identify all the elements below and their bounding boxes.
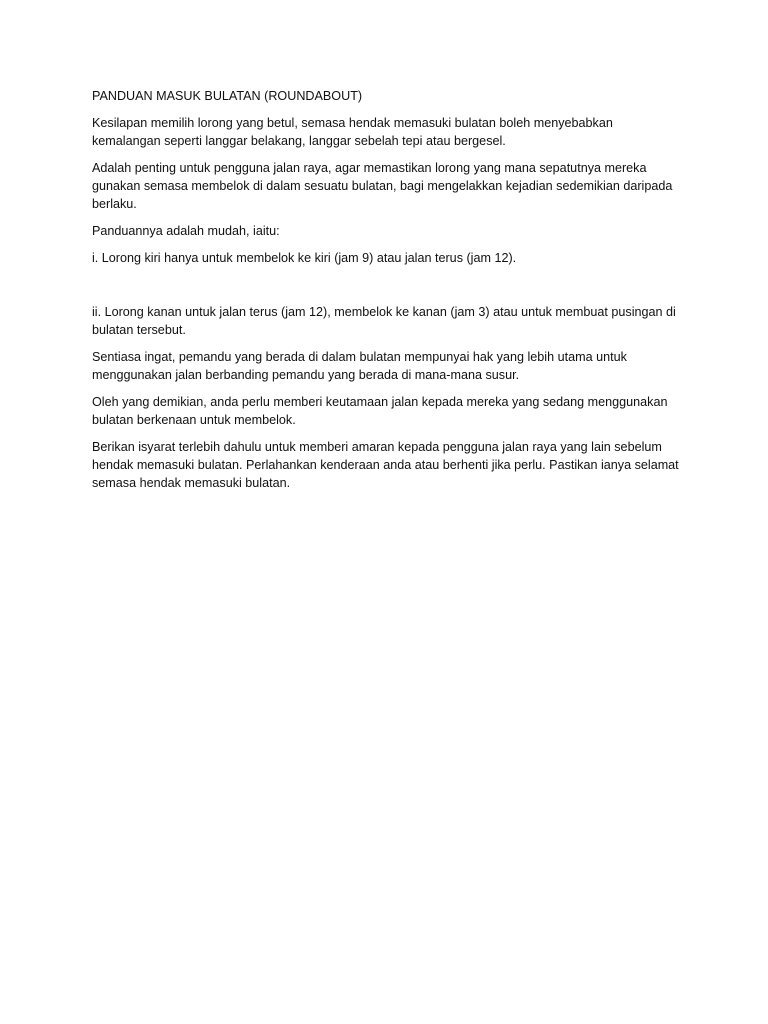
- list-item-right-lane: ii. Lorong kanan untuk jalan terus (jam 12), membelok ke kanan (jam 3) atau untuk membuat pusingan di bulatan tersebut.: [92, 305, 676, 337]
- document-body: [92, 87, 682, 501]
- paragraph-1: Kesilapan memilih lorong yang betul, semasa hendak memasuki bulatan boleh menyebabkan kemalangan seperti langgar belakang, langgar sebelah tepi atau bergesel.: [92, 116, 613, 148]
- list-item-left-lane: i. Lorong kiri hanya untuk membelok ke kiri (jam 9) atau jalan terus (jam 12).: [92, 251, 517, 265]
- paragraph-6: Sentiasa ingat, pemandu yang berada di dalam bulatan mempunyai hak yang lebih utama untuk menggunakan jalan berbanding pemandu yang berada di mana-mana susur.: [92, 350, 627, 382]
- blank-line: [92, 276, 682, 303]
- document-title: PANDUAN MASUK BULATAN (ROUNDABOUT): [92, 89, 363, 103]
- paragraph-8: Berikan isyarat terlebih dahulu untuk memberi amaran kepada pengguna jalan raya yang lain sebelum hendak memasuki bulatan. Perlahankan kenderaan anda atau berhenti jika perlu. Pastikan ianya selamat semasa hendak memasuki bulatan.: [92, 440, 679, 490]
- paragraph-7: Oleh yang demikian, anda perlu memberi keutamaan jalan kepada mereka yang sedang menggunakan bulatan berkenaan untuk membelok.: [92, 395, 668, 427]
- paragraph-2: Adalah penting untuk pengguna jalan raya, agar memastikan lorong yang mana sepatutnya mereka gunakan semasa membelok di dalam sesuatu bulatan, bagi mengelakkan kejadian sedemikian daripada berlaku.: [92, 161, 673, 211]
- paragraph-3: Panduannya adalah mudah, iaitu:: [92, 224, 280, 238]
